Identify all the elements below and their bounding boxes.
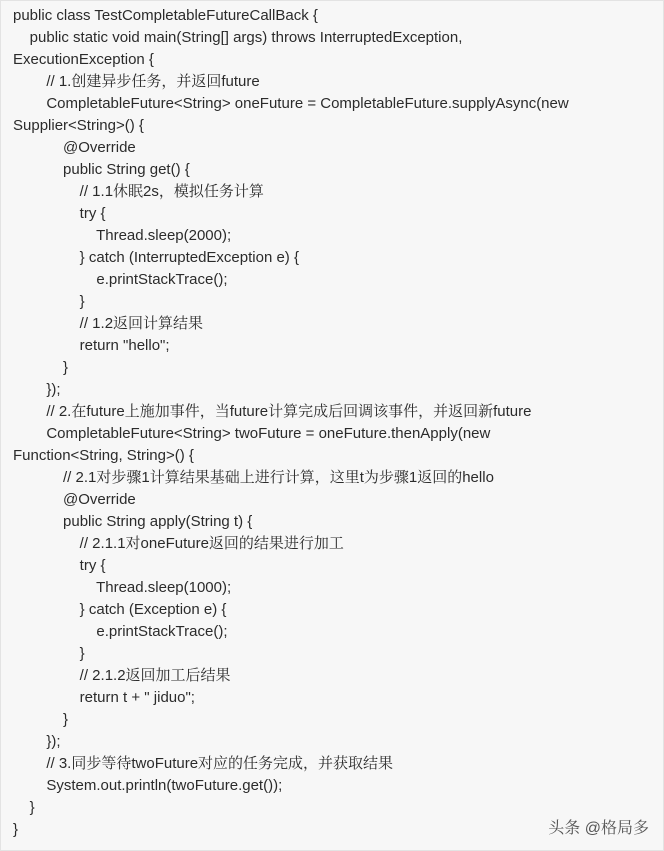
code-line: }: [13, 821, 19, 838]
code-line: return t + " jiduo";: [13, 689, 195, 706]
code-line: Thread.sleep(1000);: [13, 579, 232, 596]
code-comment-line: // 1.创建异步任务，并返回future: [13, 73, 260, 90]
code-line: } catch (InterruptedException e) {: [13, 249, 299, 266]
code-line: }: [13, 711, 69, 728]
watermark: 头条 @格局多: [548, 820, 649, 837]
code-line: public String get() {: [13, 161, 190, 178]
code-line: CompletableFuture<String> oneFuture = CompletableFuture.supplyAsync(new: [13, 95, 569, 112]
code-line: });: [13, 733, 61, 750]
code-line: CompletableFuture<String> twoFuture = oneFuture.thenApply(new: [13, 425, 491, 442]
code-line: });: [13, 381, 61, 398]
code-lines: [13, 5, 661, 841]
code-line: ExecutionException {: [13, 51, 154, 68]
code-line: System.out.println(twoFuture.get());: [13, 777, 283, 794]
code-line: Thread.sleep(2000);: [13, 227, 232, 244]
code-line: }: [13, 799, 35, 816]
code-comment-line: // 1.2返回计算结果: [13, 315, 204, 332]
code-line: e.printStackTrace();: [13, 271, 228, 288]
code-line: public static void main(String[] args) throws InterruptedException,: [13, 29, 463, 46]
code-line: @Override: [13, 491, 136, 508]
code-comment-line: // 1.1休眠2s，模拟任务计算: [13, 183, 264, 200]
code-comment-line: // 2.1.2返回加工后结果: [13, 667, 231, 684]
code-line: Function<String, String>() {: [13, 447, 194, 464]
code-line: public class TestCompletableFutureCallBack {: [13, 7, 318, 24]
code-comment-line: // 2.在future上施加事件，当future计算完成后回调该事件，并返回新future: [13, 403, 532, 420]
code-comment-line: // 3.同步等待twoFuture对应的任务完成，并获取结果: [13, 755, 394, 772]
code-line: } catch (Exception e) {: [13, 601, 227, 618]
code-line: }: [13, 293, 85, 310]
code-line: }: [13, 359, 69, 376]
code-comment-line: // 2.1.1对oneFuture返回的结果进行加工: [13, 535, 344, 552]
code-line: e.printStackTrace();: [13, 623, 228, 640]
code-line: }: [13, 645, 85, 662]
code-line: try {: [13, 557, 106, 574]
code-line: @Override: [13, 139, 136, 156]
code-line: return "hello";: [13, 337, 170, 354]
code-comment-line: // 2.1对步骤1计算结果基础上进行计算，这里t为步骤1返回的hello: [13, 469, 494, 486]
code-line: Supplier<String>() {: [13, 117, 144, 134]
code-line: public String apply(String t) {: [13, 513, 253, 530]
code-line: try {: [13, 205, 106, 222]
